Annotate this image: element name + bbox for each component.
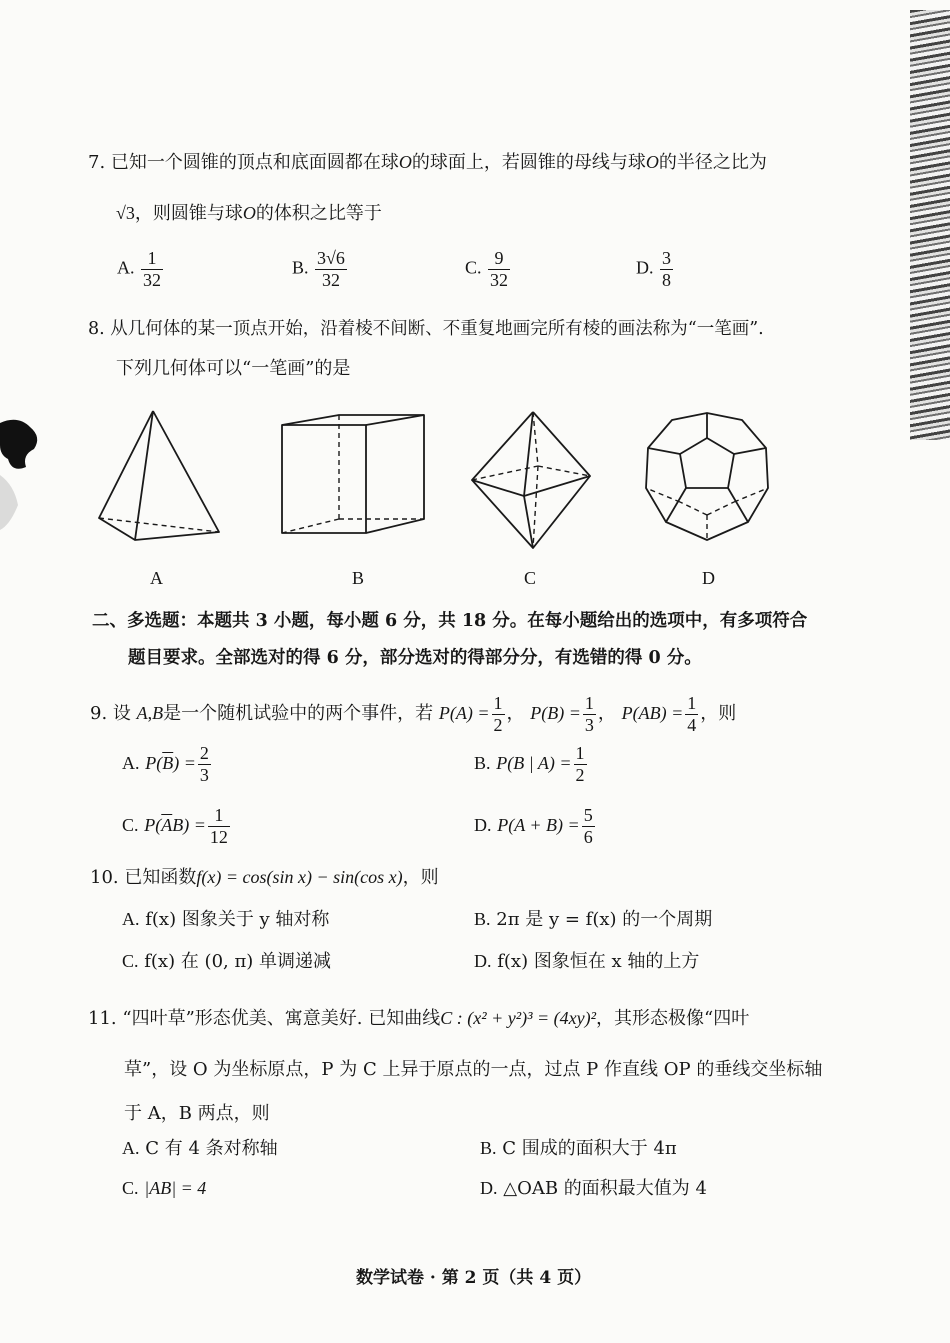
tetrahedron-figure[interactable]	[95, 408, 225, 548]
q7-sphere-o-2: O	[645, 152, 659, 172]
octahedron-figure[interactable]	[468, 410, 594, 550]
q9-option-c[interactable]: C. $P(\overline{A}B)$ = $\frac{1}{12}$	[122, 805, 228, 847]
q7-sqrt3: √3	[116, 203, 135, 223]
q11-text-1b: ，其形态极像“四叶	[596, 1008, 750, 1029]
q7-option-c-label: C.	[465, 257, 482, 278]
q9-number: 9.	[90, 703, 108, 725]
q11-text-3: 于 A，B 两点，则	[124, 1103, 270, 1124]
q7-option-d-label: D.	[636, 257, 654, 278]
q11-option-b[interactable]: B. C 围成的面积大于 4π	[480, 1138, 677, 1159]
q11-option-d[interactable]: D. △OAB 的面积最大值为 4	[480, 1178, 707, 1199]
figure-label-b: B	[352, 568, 365, 588]
q9-event-a: A	[136, 703, 148, 724]
q10-function: f(x) = cos(sin x) − sin(cos x)	[196, 867, 403, 887]
q9-then: ，则	[700, 703, 737, 725]
q9-pa-fraction: $\frac{1}{2}$	[493, 693, 503, 735]
q7-text-2b: 的体积之比等于	[255, 203, 382, 224]
q8-number: 8.	[88, 319, 105, 339]
q7-option-b[interactable]	[292, 248, 349, 290]
q10-option-c[interactable]: C. f(x) 在 (0, π) 单调递减	[122, 951, 332, 972]
q11-number: 11.	[88, 1008, 117, 1029]
q9-pab-fraction: $\frac{1}{4}$	[687, 693, 697, 735]
scan-ink-blot	[0, 415, 42, 535]
q11-option-a[interactable]: A. C 有 4 条对称轴	[122, 1138, 278, 1159]
q7-text-1b: 的球面上，若圆锥的母线与球	[411, 152, 646, 173]
q11-curve-equation: C : (x² + y²)³ = (4xy)²	[440, 1008, 597, 1028]
q7-option-b-fraction: $\frac{3√6}{32}$	[317, 248, 345, 290]
dodecahedron-figure[interactable]	[638, 410, 776, 545]
section-2-line-1: 二、多选题：本题共 3 小题，每小题 6 分，共 18 分。在每小题给出的选项中，有多项符合	[92, 611, 808, 631]
cube-figure[interactable]	[278, 413, 430, 538]
q9-pb: P(B) =	[530, 703, 581, 724]
q7-option-b-label: B.	[292, 257, 309, 278]
q9-stem-b: 是一个随机试验中的两个事件，若	[163, 703, 434, 725]
q9-comma: ,	[147, 703, 153, 724]
figure-label-a: A	[150, 568, 163, 588]
q11-option-c[interactable]: C. |AB| = 4	[122, 1178, 207, 1198]
q9-option-d[interactable]: D. P(A + B) = $\frac{5}{6}$	[474, 805, 593, 847]
q9-pa: P(A) =	[438, 703, 490, 724]
q7-text-1c: 的半径之比为	[658, 152, 767, 173]
q10-number: 10.	[90, 867, 119, 888]
figure-label-c: C	[524, 568, 537, 588]
q8-text-2: 下列几何体可以“一笔画”的是	[116, 358, 351, 379]
q7-option-c-fraction: $\frac{9}{32}$	[490, 248, 509, 290]
q7-option-d[interactable]	[636, 248, 675, 290]
q9-pb-fraction: $\frac{1}{3}$	[584, 693, 594, 735]
figure-label-d: D	[702, 568, 715, 588]
section-2-line-2: 题目要求。全部选对的得 6 分，部分选对的得部分分，有选错的得 0 分。	[128, 648, 702, 668]
q9-pab: P(AB) =	[621, 703, 684, 724]
q11-text-2: 草”，设 O 为坐标原点，P 为 C 上异于原点的一点，过点 P 作直线 OP 的垂线交坐标轴	[124, 1059, 823, 1080]
q9-option-a[interactable]: A. $P(\overline{B})$ = $\frac{2}{3}$	[122, 743, 209, 785]
q7-sphere-o-1: O	[398, 152, 412, 172]
q7-option-a[interactable]	[117, 248, 165, 290]
q7-sphere-o-3: O	[242, 203, 256, 223]
q7-option-a-fraction: $\frac{1}{32}$	[143, 248, 161, 290]
q7-option-d-fraction: $\frac{3}{8}$	[662, 248, 671, 290]
q10-then: ，则	[402, 867, 439, 888]
q9-event-b: B	[152, 703, 164, 724]
q10-option-b[interactable]: B. 2π 是 y = f(x) 的一个周期	[474, 909, 713, 930]
q7-option-c[interactable]	[465, 248, 512, 290]
q7-number: 7.	[88, 152, 106, 173]
q7-text-2: ，则圆锥与球	[134, 203, 243, 224]
q8-text-1: 从几何体的某一顶点开始，沿着棱不间断、不重复地画完所有棱的画法称为“一笔画”.	[110, 319, 764, 339]
q10-option-a[interactable]: A. f(x) 图象关于 y 轴对称	[122, 909, 330, 930]
q9-stem-a: 设	[112, 703, 131, 725]
q11-text-1: “四叶草”形态优美、寓意美好. 已知曲线	[122, 1008, 441, 1029]
q10-stem: 已知函数	[124, 867, 197, 888]
scan-edge-shadow	[910, 10, 950, 440]
q9-option-b[interactable]: B. P(B | A) = $\frac{1}{2}$	[474, 743, 585, 785]
q7-option-a-label: A.	[117, 257, 135, 278]
q7-text-1: 已知一个圆锥的顶点和底面圆都在球	[110, 152, 399, 173]
page-footer: 数学试卷 · 第 2 页（共 4 页）	[356, 1268, 592, 1288]
q10-option-d[interactable]: D. f(x) 图象恒在 x 轴的上方	[474, 951, 700, 972]
